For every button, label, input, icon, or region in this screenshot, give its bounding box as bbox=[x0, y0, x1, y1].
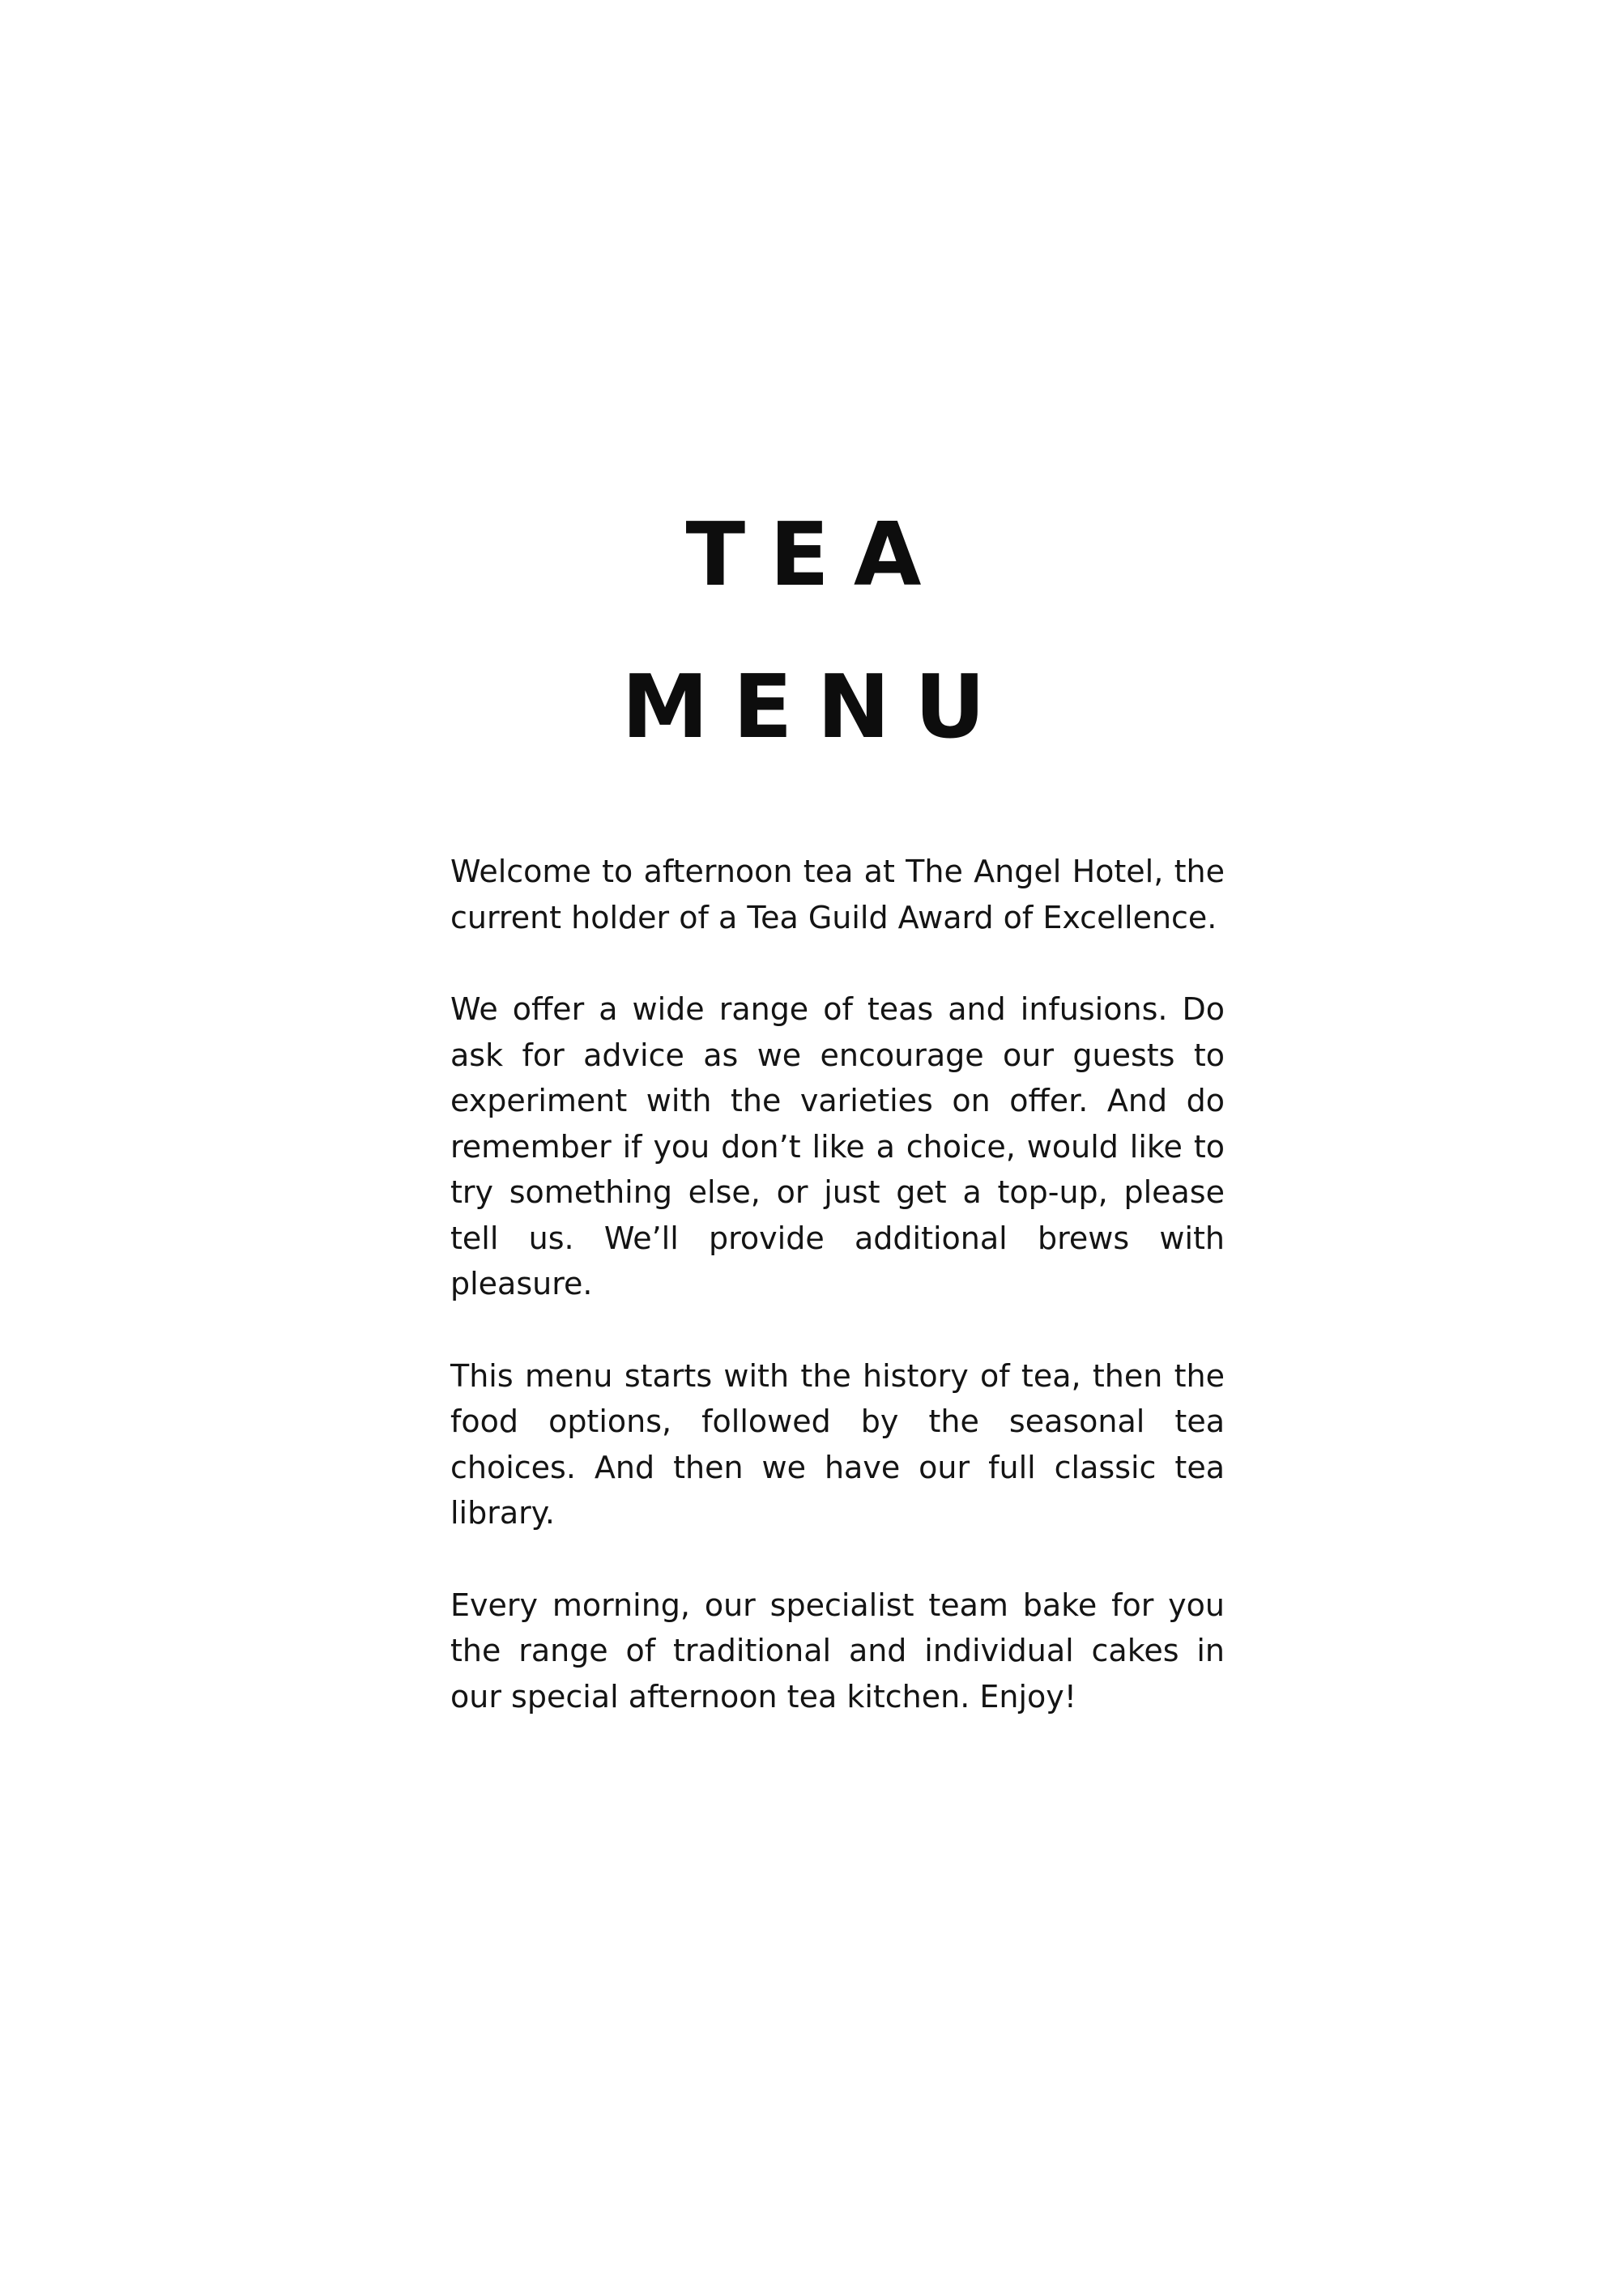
page-title-line-2: MENU bbox=[621, 657, 1010, 758]
paragraph-menu-structure: This menu starts with the history of tea, then the food options, followed by the seasonal tea choices. And then we have our full classic tea library. bbox=[450, 1357, 1225, 1531]
paragraph-baking: Every morning, our specialist team bake for you the range of traditional and individual cakes in our special afternoon tea kitchen. Enjoy! bbox=[450, 1587, 1225, 1715]
paragraph-welcome: Welcome to afternoon tea at The Angel Hotel, the current holder of a Tea Guild Award of Excellence. bbox=[450, 854, 1225, 935]
intro-text bbox=[450, 849, 1225, 1766]
paragraph-tea-range: We offer a wide range of teas and infusions. Do ask for advice as we encourage our guests to experiment with the varieties on offer. And do remember if you don’t like a choice, would like to try something else, or just get a top-up, please tell us. We’ll provide additional brews with pleasure. bbox=[450, 991, 1225, 1301]
page-title-line-1: TEA bbox=[685, 505, 946, 606]
